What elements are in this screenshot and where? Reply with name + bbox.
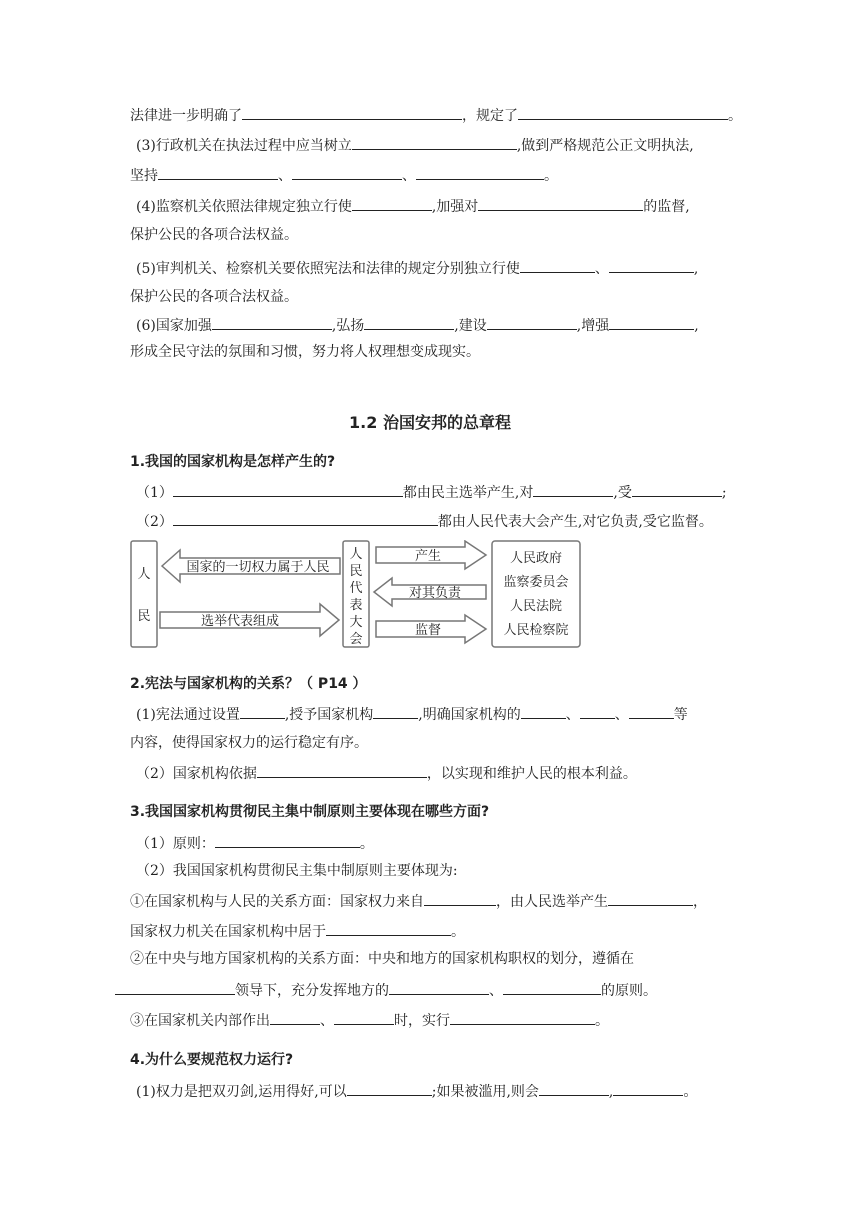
organ-label: 监察委员会: [503, 575, 569, 590]
text: 法律进一步明确了: [130, 108, 242, 124]
q2-answer-1: [136, 703, 688, 725]
blank-field[interactable]: [608, 890, 693, 906]
blank-field[interactable]: [520, 257, 595, 273]
blank-field[interactable]: [609, 314, 694, 330]
item-4-line2: [130, 225, 298, 245]
produce-label: 产生: [414, 549, 442, 564]
text: 、: [278, 168, 292, 184]
text: (6)国家加强: [136, 318, 212, 334]
q3-item-2-line1: ②在中央与地方国家机构的关系方面：中央和地方的国家机构职权的划分，遵循在: [130, 951, 634, 967]
text: （2）国家机构依据: [136, 766, 257, 782]
blank-field[interactable]: [215, 832, 360, 848]
law-line: [130, 104, 742, 126]
text: ,做到严格规范公正文明执法,: [516, 138, 694, 154]
q3-principle: [136, 832, 374, 854]
blank-field[interactable]: [424, 890, 496, 906]
text: (1)权力是把双刃剑,运用得好,可以: [136, 1084, 347, 1100]
blank-field[interactable]: [352, 195, 432, 211]
npc-char: 民: [349, 564, 363, 579]
blank-field[interactable]: [629, 703, 674, 719]
item-6-line2: [130, 342, 480, 362]
text: ;如果被滥用,则会: [431, 1084, 539, 1100]
item-6-line1: [136, 314, 699, 336]
npc-char: 代: [349, 581, 363, 596]
people-char-2: 民: [137, 609, 151, 624]
blank-field[interactable]: [613, 1080, 683, 1096]
blank-field[interactable]: [580, 703, 615, 719]
text: （1）: [136, 485, 173, 501]
blank-field[interactable]: [487, 314, 577, 330]
blank-field[interactable]: [173, 510, 438, 526]
blank-field[interactable]: [632, 481, 722, 497]
text: 的监督,: [643, 199, 690, 215]
text: ,明确国家机构的: [418, 707, 521, 723]
q1-answer-1: [136, 481, 727, 503]
text: 、: [594, 261, 609, 277]
text: ,: [694, 318, 699, 334]
q4-heading: 4.为什么要规范权力运行?: [130, 1052, 294, 1068]
q1-answer-2: [136, 510, 713, 532]
arrow-top-label: 国家的一切权力属于人民: [186, 560, 330, 575]
text: ,建设: [454, 318, 487, 334]
text: ,授予国家机构: [284, 707, 374, 723]
blank-field[interactable]: [173, 481, 403, 497]
blank-field[interactable]: [347, 1080, 432, 1096]
text: 领导下，充分发挥地方的: [235, 983, 389, 999]
text: 都由人民代表大会产生,对它负责,受它监督。: [437, 514, 713, 530]
blank-field[interactable]: [518, 104, 728, 120]
text: 、: [489, 983, 503, 999]
text: ,弘扬: [331, 318, 365, 334]
item-3-line1: [136, 134, 694, 156]
text: ,加强对: [431, 199, 479, 215]
blank-field[interactable]: [373, 703, 418, 719]
text: (5)审判机关、检察机关要依照宪法和法律的规定分别独立行使: [136, 261, 520, 277]
state-organs-diagram: [130, 540, 590, 654]
blank-field[interactable]: [257, 762, 427, 778]
text: ③在国家机关内部作出: [130, 1013, 270, 1029]
blank-field[interactable]: [609, 257, 694, 273]
blank-field[interactable]: [242, 104, 462, 120]
people-char-1: 人: [137, 567, 151, 582]
responsible-label: 对其负责: [408, 586, 462, 601]
text: 。: [728, 108, 742, 124]
arrow-bottom-label: 选举代表组成: [200, 614, 280, 629]
item-5-line2: [130, 287, 298, 307]
blank-field[interactable]: [503, 979, 601, 995]
text: ,: [608, 1084, 614, 1100]
organ-label: 人民政府: [509, 551, 563, 566]
q3-item-3: [130, 1009, 609, 1031]
q1-heading: 1.我国的国家机构是怎样产生的?: [130, 454, 336, 470]
text: 。: [683, 1084, 698, 1100]
text: 形成全民守法的氛围和习惯，努力将人权理想变成现实。: [130, 344, 480, 360]
text: 都由民主选举产生,对: [402, 485, 534, 501]
blank-field[interactable]: [270, 1009, 320, 1025]
item-4-line1: [136, 195, 690, 217]
text: ,: [693, 261, 699, 277]
text: (3)行政机关在执法过程中应当树立: [136, 138, 352, 154]
text: ，以实现和维护人民的根本利益。: [426, 766, 637, 782]
q4-answer-1: [136, 1080, 697, 1102]
q3-item-1-line2: [130, 920, 465, 942]
blank-field[interactable]: [478, 195, 643, 211]
blank-field[interactable]: [334, 1009, 394, 1025]
text: 等: [673, 707, 688, 723]
text: 。: [595, 1013, 609, 1029]
blank-field[interactable]: [533, 481, 613, 497]
q3-item-1-line1: [130, 890, 707, 912]
blank-field[interactable]: [450, 1009, 595, 1025]
text: ，由人民选举产生: [496, 894, 608, 910]
text: (4)监察机关依照法律规定独立行使: [136, 199, 352, 215]
npc-char: 表: [349, 598, 363, 613]
blank-field[interactable]: [539, 1080, 609, 1096]
text: ①在国家机构与人民的关系方面：国家权力来自: [130, 894, 424, 910]
text: 坚持: [130, 168, 158, 184]
text: 。: [359, 836, 374, 852]
text: 保护公民的各项合法权益。: [130, 227, 298, 243]
blank-field[interactable]: [389, 979, 489, 995]
text: ，: [693, 894, 707, 910]
npc-char: 会: [349, 632, 363, 647]
q2-heading: 2.宪法与国家机构的关系？（ P14 ）: [130, 676, 367, 692]
blank-field[interactable]: [292, 164, 402, 180]
text: 时，实行: [394, 1013, 450, 1029]
blank-field[interactable]: [352, 134, 517, 150]
blank-field[interactable]: [521, 703, 566, 719]
text: 、: [565, 707, 580, 723]
diagram-svg: [130, 540, 590, 650]
blank-field[interactable]: [364, 314, 454, 330]
npc-char: 人: [349, 547, 363, 562]
q3-heading: 3.我国国家机构贯彻民主集中制原则主要体现在哪些方面?: [130, 804, 490, 820]
text: 的原则。: [601, 983, 657, 999]
text: ,受: [613, 485, 632, 501]
text: 保护公民的各项合法权益。: [130, 289, 298, 305]
blank-field[interactable]: [416, 164, 544, 180]
supervise-label: 监督: [414, 623, 442, 638]
item-5-line1: [136, 257, 698, 279]
chapter-title: 1.2 治国安邦的总章程: [349, 413, 511, 432]
npc-char: 大: [349, 615, 363, 630]
blank-field[interactable]: [212, 314, 332, 330]
text: （1）原则：: [136, 836, 215, 852]
q2-answer-1-cont: 内容，使得国家权力的运行稳定有序。: [130, 735, 368, 751]
text: 、: [320, 1013, 334, 1029]
people-box: [131, 541, 157, 647]
text: ，规定了: [462, 108, 518, 124]
blank-field[interactable]: [115, 979, 235, 995]
text: 国家权力机关在国家机构中居于: [130, 924, 326, 940]
q3-item-2-line2: [115, 979, 657, 1001]
text: ;: [721, 485, 727, 501]
text: 、: [614, 707, 629, 723]
item-3-line2: [130, 164, 558, 186]
blank-field[interactable]: [158, 164, 278, 180]
text: （2）: [136, 514, 173, 530]
text: 。: [451, 924, 465, 940]
text: ,增强: [576, 318, 610, 334]
organ-label: 人民法院: [509, 599, 563, 614]
blank-field[interactable]: [326, 920, 451, 936]
q2-answer-2: [136, 762, 637, 784]
text: (1)宪法通过设置: [136, 707, 240, 723]
organ-label: 人民检察院: [503, 623, 569, 638]
q3-intro: （2）我国国家机构贯彻民主集中制原则主要体现为:: [136, 863, 458, 879]
text: 、: [402, 168, 416, 184]
text: 。: [544, 168, 558, 184]
blank-field[interactable]: [240, 703, 285, 719]
